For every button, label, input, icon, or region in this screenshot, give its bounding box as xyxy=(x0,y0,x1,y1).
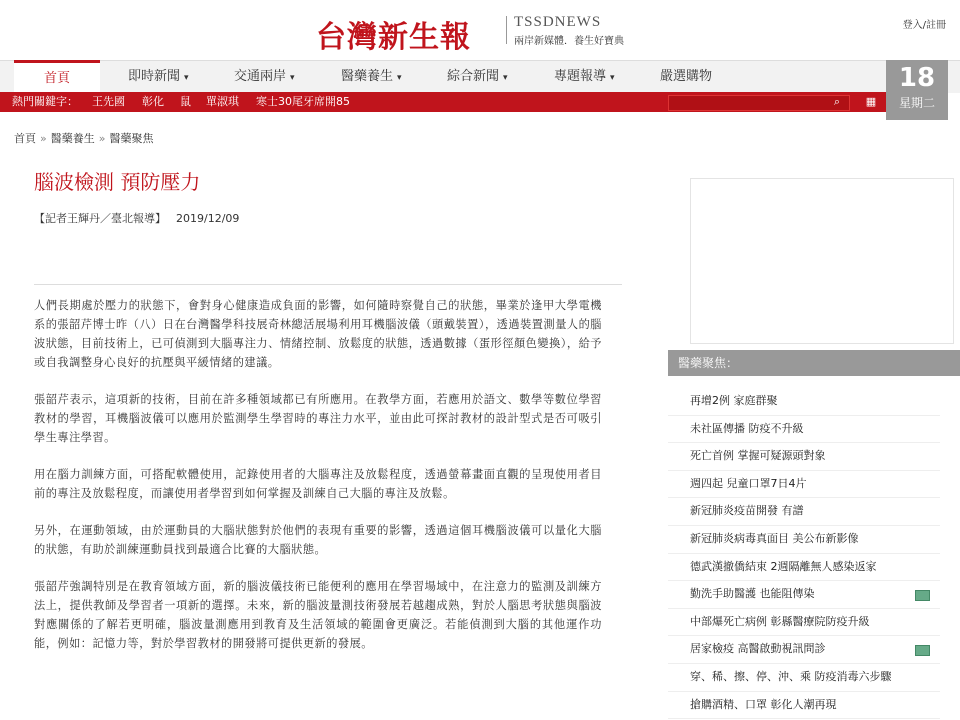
nav-item-health[interactable] xyxy=(341,61,402,93)
nav-item-general[interactable] xyxy=(447,61,508,93)
hot-keyword[interactable]: 王先國 xyxy=(92,95,125,108)
article-paragraph: 人們長期處於壓力的狀態下，會對身心健康造成負面的影響，如何隨時察覺自己的狀態，畢業於逢甲大學電機系的張韶芹博士昨（八）日在台灣醫學科技展奇林總活展場利用耳機腦波儀（頭戴裝置），透過裝置測量人的腦波狀態，目前技術上，已可偵測到大腦專注力、情緒控制、放鬆度的狀態，透過數據（蛋形徑顏色變換），給予或自我調整身心良好的抗壓與平緩情緒的建議。 xyxy=(34,299,602,369)
nav-item-breaking[interactable] xyxy=(128,61,189,93)
list-item-label: 死亡首例 掌握可疑源頭對象 xyxy=(690,449,826,463)
list-item[interactable] xyxy=(668,471,940,499)
chevron-down-icon: ▾ xyxy=(397,73,402,83)
list-item-label: 週四起 兒童口罩7日4片 xyxy=(690,476,807,490)
article-body xyxy=(34,296,602,671)
list-item-label: 居家檢疫 高醫啟動視訊問診 xyxy=(690,642,826,656)
nav-label: 醫藥養生 xyxy=(341,69,394,84)
date-day: 18 xyxy=(898,63,936,93)
video-icon xyxy=(915,645,930,656)
list-item[interactable] xyxy=(668,692,940,720)
login-link[interactable]: 登入/註冊 xyxy=(902,20,946,31)
article-author: 【記者王輝丹／臺北報導】 xyxy=(34,212,166,225)
breadcrumb-category[interactable]: 醫藥養生 xyxy=(50,132,95,145)
nav-item-features[interactable] xyxy=(554,61,615,93)
list-item[interactable] xyxy=(668,388,940,416)
sidebar-heading xyxy=(668,350,960,376)
chevron-down-icon: ▾ xyxy=(184,73,189,83)
list-item-label: 搶購酒精、口罩 彰化人潮再現 xyxy=(690,697,837,711)
article-title: 腦波檢測 預防壓力 xyxy=(34,170,201,194)
breadcrumb xyxy=(14,130,153,146)
nav-label: 交通兩岸 xyxy=(234,69,287,84)
hot-keywords-label: 熱門關鍵字： xyxy=(12,95,78,108)
nav-item-traffic[interactable] xyxy=(234,61,295,93)
breadcrumb-subcategory[interactable]: 醫藥聚焦 xyxy=(109,132,154,145)
date-weekday: 星期二 xyxy=(898,96,935,110)
list-item-label: 德武漢撤僑結束 2週隔離無人感染返家 xyxy=(690,559,877,573)
ad-slot[interactable] xyxy=(690,178,954,344)
nav-label: 首頁 xyxy=(43,71,70,86)
article-byline xyxy=(34,210,239,226)
list-item[interactable] xyxy=(668,636,940,664)
list-item[interactable] xyxy=(668,554,940,582)
search-icon[interactable]: ⌕ xyxy=(833,95,841,108)
list-item-label: 再增2例 家庭群聚 xyxy=(690,394,778,407)
list-item[interactable] xyxy=(668,416,940,444)
article-paragraph: 用在腦力訓練方面，可搭配軟體使用，記錄使用者的大腦專注及放鬆程度，透過螢幕畫面直觀的呈現使用者目前的專注及放鬆程度，而讓使用者學習到如何掌握及訓練自己大腦的專注及放鬆。 xyxy=(34,468,602,500)
calendar-icon[interactable]: ▦ xyxy=(865,95,877,108)
site-logo[interactable] xyxy=(316,10,656,55)
list-item[interactable] xyxy=(668,498,940,526)
nav-item-shopping[interactable] xyxy=(660,61,712,93)
list-item[interactable] xyxy=(668,526,940,554)
date-box xyxy=(886,60,948,120)
nav-item-home[interactable] xyxy=(14,60,100,95)
nav-label: 即時新聞 xyxy=(128,69,181,84)
list-item-label: 新冠肺炎疫苗開發 有譜 xyxy=(690,504,804,518)
site-header xyxy=(0,0,960,60)
logo-divider xyxy=(506,16,507,44)
divider xyxy=(34,284,622,285)
list-item-label: 新冠肺炎病毒真面目 美公布新影像 xyxy=(690,531,859,545)
logo-name: 台灣新生報 xyxy=(316,20,471,55)
hot-keyword[interactable]: 彰化 xyxy=(142,95,164,108)
list-item[interactable] xyxy=(668,581,940,609)
article-paragraph: 張韶芹強調特別是在教育領域方面，新的腦波儀技術已能便利的應用在學習場域中，在注意力的監測及訓練方法上，提供教師及學習者一項新的選擇。未來，新的腦波量測技術發展若越趨成熟，對於人腦思考狀態與腦波對應關係的了解若更明確，腦波量測應用到教育及生活領域的範圍會更廣泛。若能偵測到大腦的其他運作功能，例如：記憶力等，對於學習教材的開發將可提供更新的發展。 xyxy=(34,580,602,650)
hot-keywords-bar xyxy=(0,92,886,112)
nav-label: 專題報導 xyxy=(554,69,607,84)
article-paragraph: 張韶芹表示，這項新的技術，目前在許多種領域都已有所應用。在教學方面，若應用於語文、數學等數位學習教材的學習，耳機腦波儀可以應用於監測學生學習時的專注力水平，並由此可探討教材的設計型式是否可吸引學生專注學習。 xyxy=(34,393,602,444)
list-item-label: 勤洗手助醫護 也能阻傳染 xyxy=(690,587,815,601)
chevron-down-icon: ▾ xyxy=(290,73,295,83)
hot-keyword[interactable]: 鼠 xyxy=(180,95,191,108)
hot-keyword[interactable]: 單淑琪 xyxy=(206,95,239,108)
hot-keyword[interactable]: 寒士30尾牙席開85 xyxy=(256,95,350,108)
nav-label: 嚴選購物 xyxy=(660,69,713,84)
list-item-label: 中部爆死亡病例 彰縣醫療院防疫升級 xyxy=(690,614,870,628)
list-item-label: 穿、稀、擦、停、沖、乘 防疫消毒六步驟 xyxy=(690,669,892,683)
article-paragraph: 另外，在運動領域，由於運動員的大腦狀態對於他們的表現有重要的影響，透過這個耳機腦波儀可以量化大腦的狀態，有助於訓練運動員找到最適合比賽的大腦狀態。 xyxy=(34,524,602,556)
list-item[interactable] xyxy=(668,664,940,692)
list-item-label: 未社區傳播 防疫不升級 xyxy=(690,421,804,435)
logo-english: TSSDNEWS xyxy=(514,14,602,30)
main-nav xyxy=(0,60,960,93)
list-item[interactable] xyxy=(668,609,940,637)
video-icon xyxy=(915,590,930,601)
sidebar-heading-label: 醫藥聚焦： xyxy=(678,356,739,370)
search-input[interactable] xyxy=(668,95,850,111)
article-date: 2019/12/09 xyxy=(176,212,240,225)
breadcrumb-home[interactable]: 首頁 xyxy=(14,132,36,145)
breadcrumb-separator: » xyxy=(98,132,106,145)
chevron-down-icon: ▾ xyxy=(503,73,508,83)
chevron-down-icon: ▾ xyxy=(610,73,615,83)
logo-slogan: 兩岸新媒體．養生好寶典 xyxy=(514,36,624,47)
list-item[interactable] xyxy=(668,443,940,471)
breadcrumb-separator: » xyxy=(40,132,47,145)
nav-label: 綜合新聞 xyxy=(447,69,500,84)
sidebar-news-list xyxy=(668,388,940,719)
